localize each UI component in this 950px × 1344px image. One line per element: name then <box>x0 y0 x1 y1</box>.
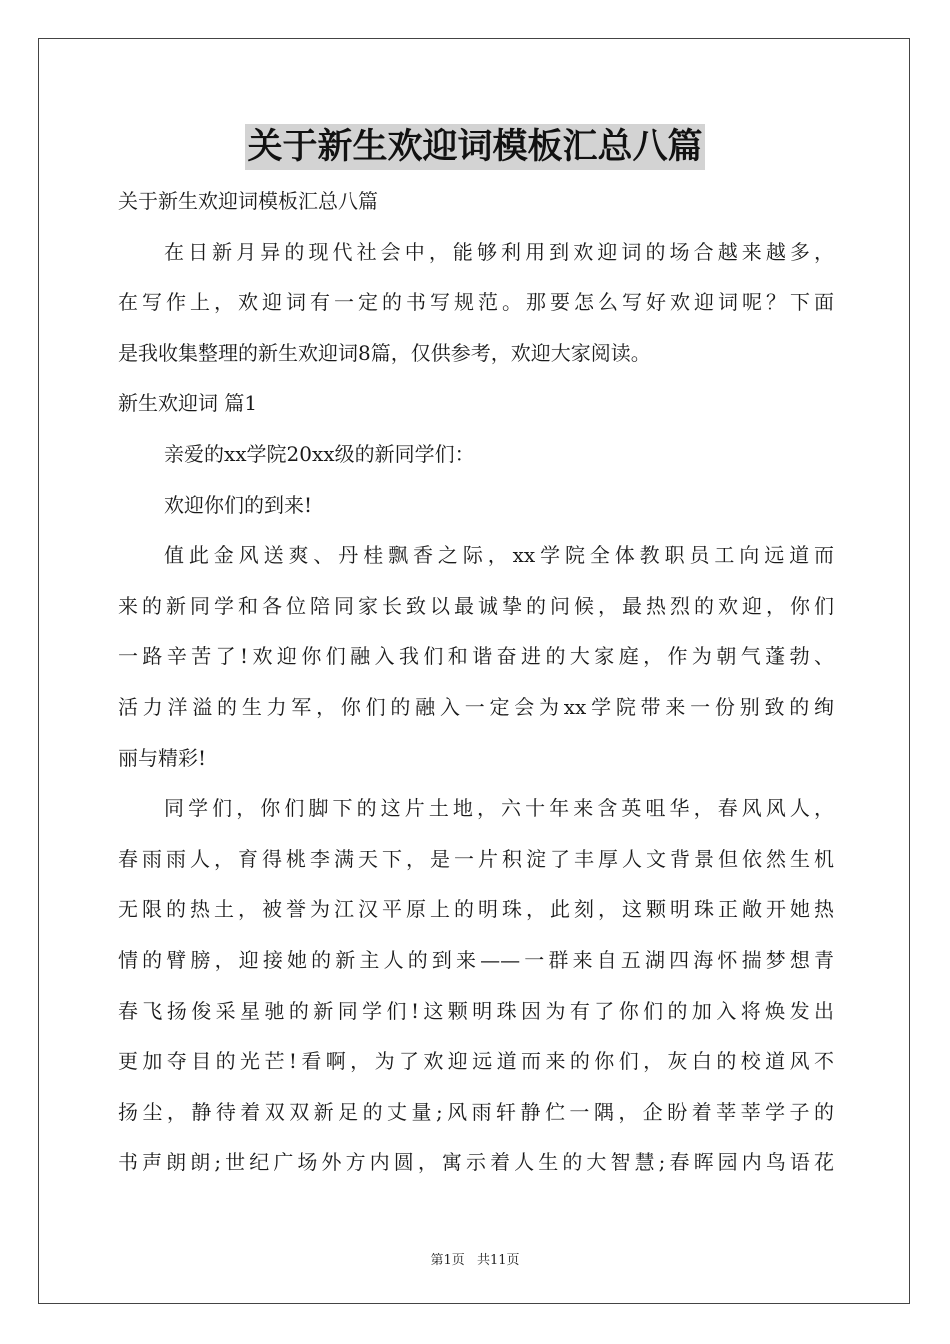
text-line: 来的新同学和各位陪同家长致以最诚挚的问候，最热烈的欢迎，你们 <box>118 593 834 618</box>
text-line: 值此金风送爽、丹桂飘香之际，xx学院全体教职员工向远道而 <box>164 543 834 568</box>
page-total: 共11页 <box>476 1253 520 1268</box>
document-title: 关于新生欢迎词模板汇总八篇 <box>245 124 704 170</box>
page-number: 第1页 <box>430 1253 465 1268</box>
text-line: 同学们，你们脚下的这片土地，六十年来含英咀华，春风风人， <box>164 796 834 821</box>
text-line: 活力洋溢的生力军，你们的融入一定会为xx学院带来一份别致的绚 <box>118 694 834 719</box>
text-line: 更加夺目的光芒!看啊，为了欢迎远道而来的你们，灰白的校道风不 <box>118 1049 834 1074</box>
text-line: 书声朗朗;世纪广场外方内圆，寓示着人生的大智慧;春晖园内鸟语花 <box>118 1150 834 1175</box>
text-line: 春雨雨人，育得桃李满天下，是一片积淀了丰厚人文背景但依然生机 <box>118 846 834 871</box>
text-line: 一路辛苦了!欢迎你们融入我们和谐奋进的大家庭，作为朝气蓬勃、 <box>118 644 834 669</box>
page-footer <box>0 1249 950 1268</box>
text-line: 关于新生欢迎词模板汇总八篇 <box>118 189 378 213</box>
text-line: 在写作上，欢迎词有一定的书写规范。那要怎么写好欢迎词呢？下面 <box>118 290 834 315</box>
text-line: 丽与精彩! <box>118 745 207 770</box>
text-line: 欢迎你们的到来! <box>164 492 313 517</box>
text-line: 亲爱的xx学院20xx级的新同学们： <box>164 441 475 466</box>
text-line: 扬尘，静待着双双新足的丈量;风雨轩静伫一隅，企盼着莘莘学子的 <box>118 1099 834 1124</box>
document-body <box>118 176 834 1188</box>
text-line: 新生欢迎词 篇1 <box>118 391 258 416</box>
text-line: 情的臂膀，迎接她的新主人的到来——一群来自五湖四海怀揣梦想青 <box>118 947 834 972</box>
text-line: 是我收集整理的新生欢迎词8篇，仅供参考，欢迎大家阅读。 <box>118 340 651 365</box>
text-line: 春飞扬俊采星驰的新同学们!这颗明珠因为有了你们的加入将焕发出 <box>118 998 834 1023</box>
text-line: 无限的热土，被誉为江汉平原上的明珠，此刻，这颗明珠正敞开她热 <box>118 897 834 922</box>
title-bar <box>0 124 950 170</box>
text-line: 在日新月异的现代社会中，能够利用到欢迎词的场合越来越多， <box>164 239 834 264</box>
